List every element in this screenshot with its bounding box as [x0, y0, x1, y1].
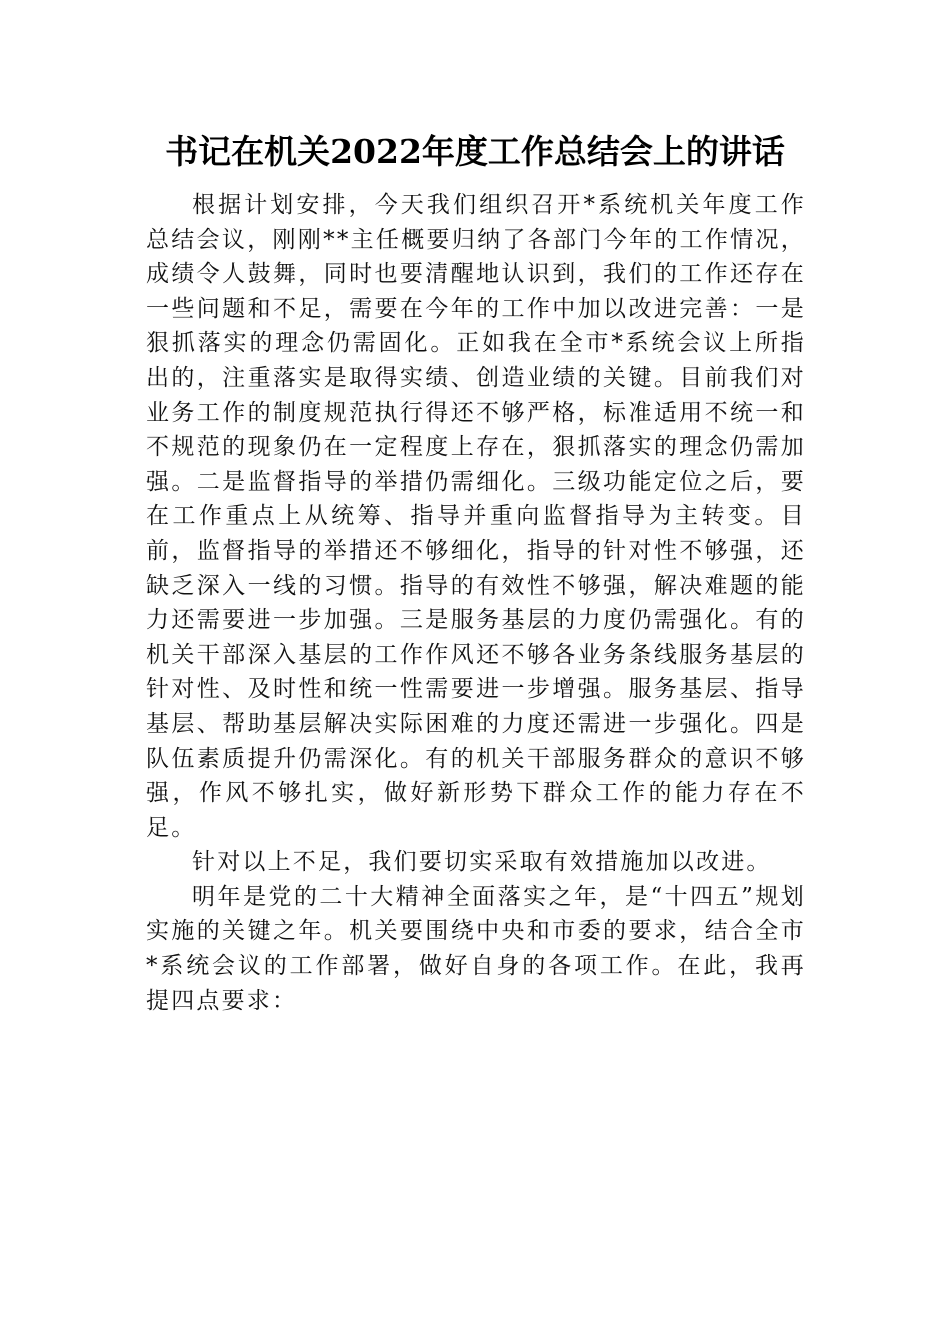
paragraph-3: 明年是党的二十大精神全面落实之年，是“十四五”规划实施的关键之年。机关要围绕中央和市委的要求，结合全市*系统会议的工作部署，做好自身的各项工作。在此，我再提四点要求：: [146, 883, 806, 1014]
document-title: 书记在机关2022年度工作总结会上的讲话: [165, 132, 785, 171]
paragraph-1: 根据计划安排，今天我们组织召开*系统机关年度工作总结会议，刚刚**主任概要归纳了各部门今年的工作情况，成绩令人鼓舞，同时也要清醒地认识到，我们的工作还存在一些问题和不足，需要在今年的工作中加以改进完善：一是狠抓落实的理念仍需固化。正如我在全市*系统会议上所指出的，注重落实是取得实绩、创造业绩的关键。目前我们对业务工作的制度规范执行得还不够严格，标准适用不统一和不规范的现象仍在一定程度上存在，狠抓落实的理念仍需加强。二是监督指导的举措仍需细化。三级功能定位之后，要在工作重点上从统筹、指导并重向监督指导为主转变。目前，监督指导的举措还不够细化，指导的针对性不够强，还缺乏深入一线的习惯。指导的有效性不够强，解决难题的能力还需要进一步加强。三是服务基层的力度仍需强化。有的机关干部深入基层的工作作风还不够各业务条线服务基层的针对性、及时性和统一性需要进一步增强。服务基层、指导基层、帮助基层解决实际困难的力度还需进一步强化。四是队伍素质提升仍需深化。有的机关干部服务群众的意识不够强，作风不够扎实，做好新形势下群众工作的能力存在不足。: [146, 192, 806, 841]
paragraph-2: 针对以上不足，我们要切实采取有效措施加以改进。: [192, 849, 772, 876]
document-body: [146, 188, 806, 1018]
